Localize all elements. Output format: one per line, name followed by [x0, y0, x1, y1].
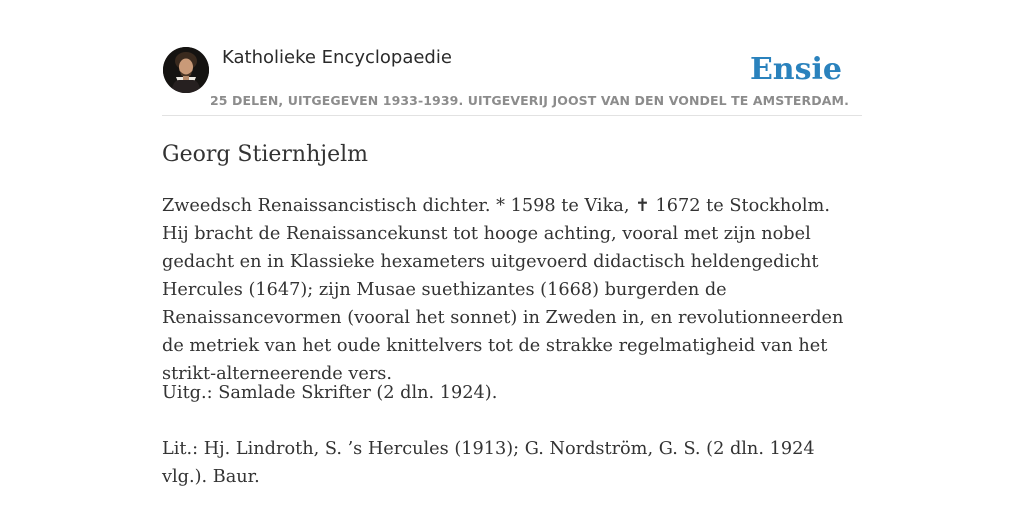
- source-title[interactable]: Katholieke Encyclopaedie: [222, 47, 452, 68]
- entry-paragraph-description: Zweedsch Renaissancistisch dichter. * 1598 te Vika, ✝ 1672 te Stockholm. Hij bracht de Renaissancekunst tot hooge achting, vooral met zijn nobel gedacht en in Klassieke hexameters uitgevoerd didactisch heldengedicht Hercules (1647); zijn Musae suethizantes (1668) burgerden de Renaissancevormen (vooral het sonnet) in Zweden in, en revolutionneerden de metriek van het oude knittelvers tot de strakke regelmatigheid van het strikt-alterneerende vers.: [162, 196, 844, 384]
- avatar: [163, 47, 209, 93]
- source-subtitle: 25 DELEN, UITGEGEVEN 1933-1939. UITGEVERIJ JOOST VAN DEN VONDEL TE AMSTERDAM.: [210, 93, 849, 108]
- entry-paragraph-literature: Lit.: Hj. Lindroth, S. ’s Hercules (1913); G. Nordström, G. S. (2 dln. 1924 vlg.). Baur.: [162, 439, 815, 487]
- portrait-icon: [163, 47, 209, 93]
- header-divider: [162, 115, 862, 116]
- ensie-logo[interactable]: Ensie: [749, 52, 842, 87]
- entry-paragraph-editions: Uitg.: Samlade Skrifter (2 dln. 1924).: [162, 383, 498, 403]
- entry-title: Georg Stiernhjelm: [162, 142, 368, 167]
